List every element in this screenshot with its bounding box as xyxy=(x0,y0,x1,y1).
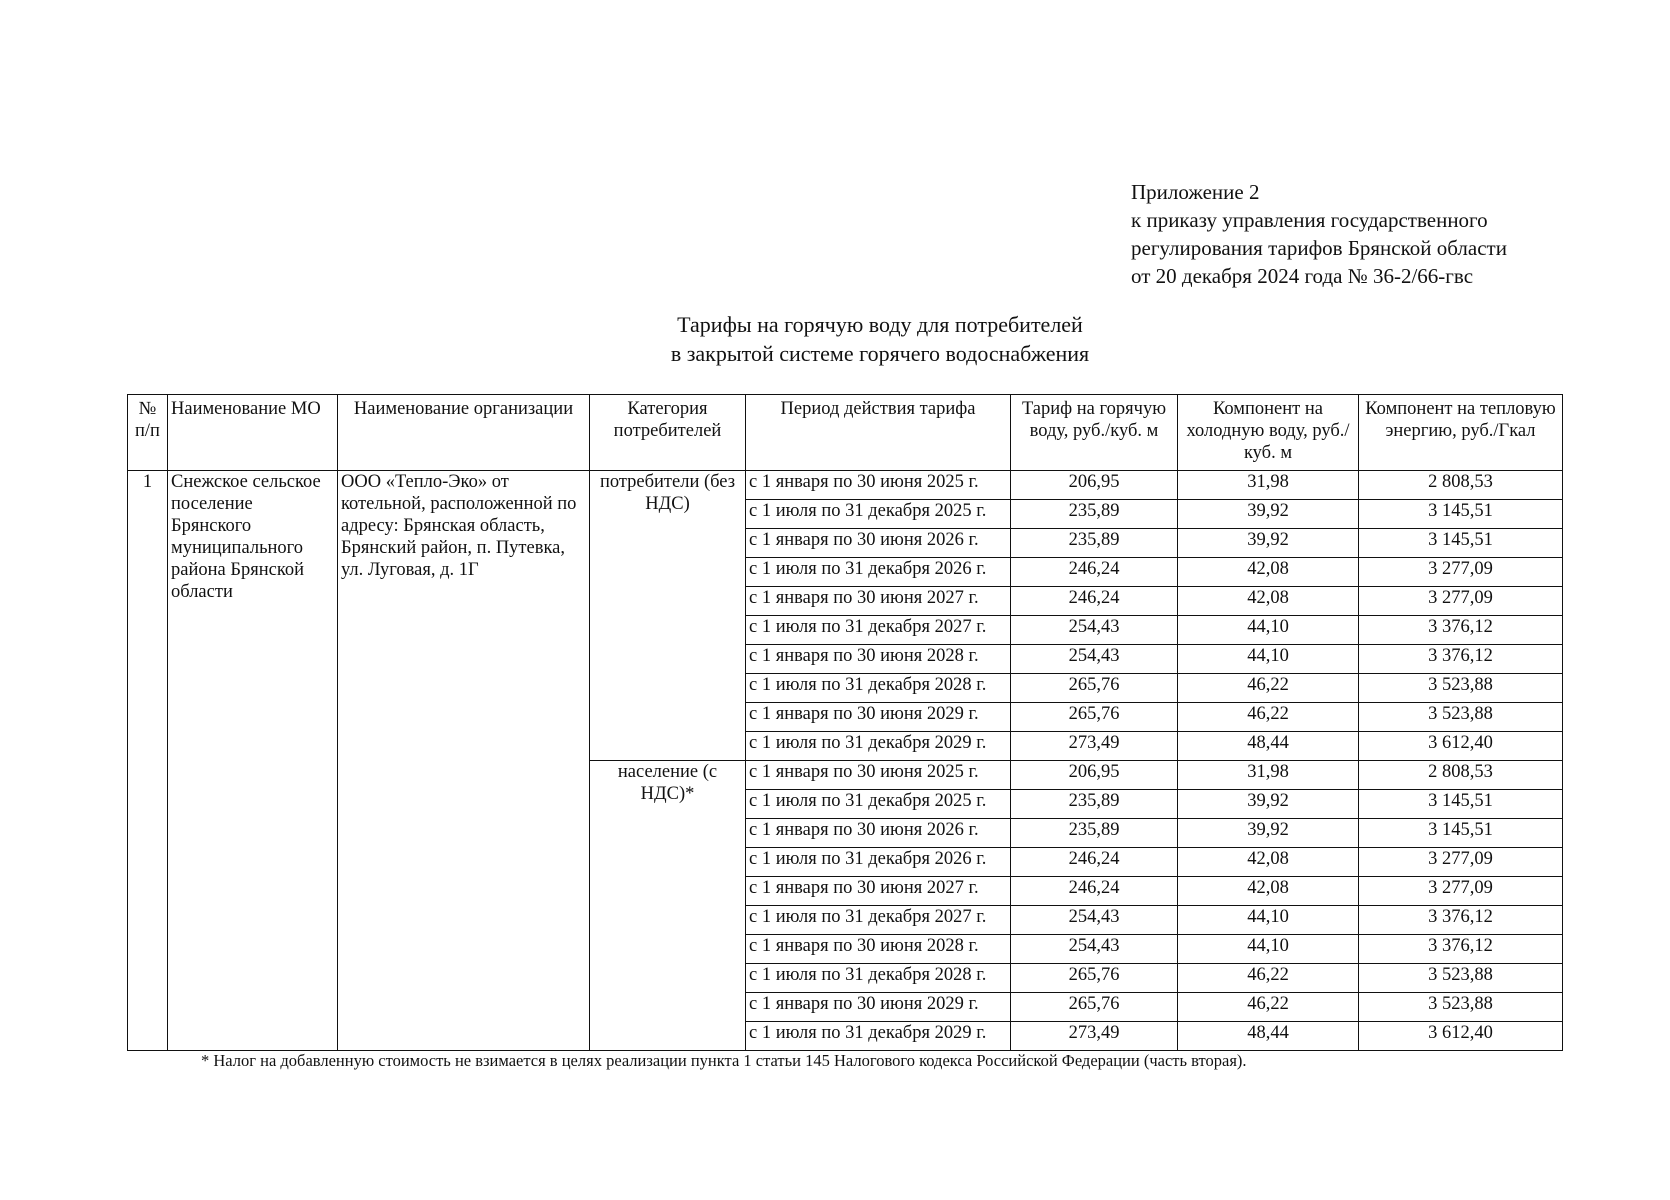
cell-period: с 1 июля по 31 декабря 2026 г. xyxy=(746,848,1011,877)
cell-period: с 1 июля по 31 декабря 2027 г. xyxy=(746,616,1011,645)
cell-tariff: 235,89 xyxy=(1011,529,1178,558)
cell-period: с 1 июля по 31 декабря 2029 г. xyxy=(746,1022,1011,1051)
cell-cold-water: 31,98 xyxy=(1178,761,1359,790)
header-mo: Наименование МО xyxy=(168,395,338,471)
header-number: № п/п xyxy=(128,395,168,471)
cell-cold-water: 44,10 xyxy=(1178,616,1359,645)
cell-tariff: 254,43 xyxy=(1011,616,1178,645)
cell-tariff: 265,76 xyxy=(1011,993,1178,1022)
cell-period: с 1 января по 30 июня 2029 г. xyxy=(746,703,1011,732)
cell-period: с 1 января по 30 июня 2028 г. xyxy=(746,645,1011,674)
cell-cold-water: 46,22 xyxy=(1178,993,1359,1022)
cell-cold-water: 48,44 xyxy=(1178,1022,1359,1051)
tariff-table xyxy=(127,394,1563,1051)
footnote: * Налог на добавленную стоимость не взимается в целях реализации пункта 1 статьи 145 Налогового кодекса Российской Федерации (часть вторая). xyxy=(201,1051,1247,1070)
cell-cold-water: 46,22 xyxy=(1178,703,1359,732)
cell-cold-water: 31,98 xyxy=(1178,471,1359,500)
cell-cold-water: 42,08 xyxy=(1178,877,1359,906)
cell-heat-energy: 3 523,88 xyxy=(1359,964,1563,993)
header-organization: Наименование организации xyxy=(338,395,590,471)
cell-heat-energy: 3 145,51 xyxy=(1359,819,1563,848)
cell-period: с 1 января по 30 июня 2026 г. xyxy=(746,819,1011,848)
header-row xyxy=(128,395,1563,471)
title-line: Тарифы на горячую воду для потребителей xyxy=(677,312,1083,337)
cell-period: с 1 января по 30 июня 2027 г. xyxy=(746,587,1011,616)
appendix-line: Приложение 2 xyxy=(1131,180,1260,204)
cell-category: потребители (без НДС) xyxy=(590,471,746,761)
cell-heat-energy: 3 523,88 xyxy=(1359,993,1563,1022)
cell-period: с 1 января по 30 июня 2025 г. xyxy=(746,761,1011,790)
cell-heat-energy: 3 376,12 xyxy=(1359,935,1563,964)
cell-heat-energy: 3 523,88 xyxy=(1359,703,1563,732)
cell-cold-water: 39,92 xyxy=(1178,500,1359,529)
appendix-header xyxy=(1131,178,1507,290)
cell-tariff: 254,43 xyxy=(1011,645,1178,674)
cell-number: 1 xyxy=(128,471,168,1051)
cell-heat-energy: 3 523,88 xyxy=(1359,674,1563,703)
cell-heat-energy: 3 277,09 xyxy=(1359,877,1563,906)
cell-category: население (с НДС)* xyxy=(590,761,746,1051)
cell-cold-water: 42,08 xyxy=(1178,848,1359,877)
cell-tariff: 206,95 xyxy=(1011,471,1178,500)
cell-cold-water: 39,92 xyxy=(1178,819,1359,848)
cell-tariff: 265,76 xyxy=(1011,674,1178,703)
cell-heat-energy: 3 145,51 xyxy=(1359,790,1563,819)
cell-tariff: 254,43 xyxy=(1011,935,1178,964)
cell-heat-energy: 3 376,12 xyxy=(1359,645,1563,674)
appendix-line: регулирования тарифов Брянской области xyxy=(1131,236,1507,260)
cell-cold-water: 46,22 xyxy=(1178,964,1359,993)
table-row xyxy=(128,471,1563,500)
document-title xyxy=(0,310,1670,368)
cell-period: с 1 июля по 31 декабря 2029 г. xyxy=(746,732,1011,761)
cell-tariff: 206,95 xyxy=(1011,761,1178,790)
cell-tariff: 246,24 xyxy=(1011,877,1178,906)
cell-heat-energy: 2 808,53 xyxy=(1359,761,1563,790)
cell-tariff: 273,49 xyxy=(1011,732,1178,761)
header-cold-water: Компонент на холодную воду, руб./куб. м xyxy=(1178,395,1359,471)
header-tariff: Тариф на горячую воду, руб./куб. м xyxy=(1011,395,1178,471)
cell-period: с 1 января по 30 июня 2026 г. xyxy=(746,529,1011,558)
cell-period: с 1 июля по 31 декабря 2028 г. xyxy=(746,674,1011,703)
cell-tariff: 246,24 xyxy=(1011,558,1178,587)
cell-organization: ООО «Тепло-Эко» от котельной, расположенной по адресу: Брянская область, Брянский район, п. Путевка, ул. Луговая, д. 1Г xyxy=(338,471,590,1051)
cell-tariff: 265,76 xyxy=(1011,703,1178,732)
table-body xyxy=(128,471,1563,1051)
cell-tariff: 246,24 xyxy=(1011,848,1178,877)
cell-period: с 1 июля по 31 декабря 2026 г. xyxy=(746,558,1011,587)
cell-cold-water: 46,22 xyxy=(1178,674,1359,703)
cell-period: с 1 января по 30 июня 2029 г. xyxy=(746,993,1011,1022)
cell-heat-energy: 3 376,12 xyxy=(1359,906,1563,935)
cell-period: с 1 июля по 31 декабря 2025 г. xyxy=(746,790,1011,819)
header-heat-energy: Компонент на тепловую энергию, руб./Гкал xyxy=(1359,395,1563,471)
cell-heat-energy: 3 277,09 xyxy=(1359,558,1563,587)
cell-tariff: 273,49 xyxy=(1011,1022,1178,1051)
cell-tariff: 235,89 xyxy=(1011,500,1178,529)
appendix-line: к приказу управления государственного xyxy=(1131,208,1488,232)
cell-tariff: 235,89 xyxy=(1011,790,1178,819)
header-category: Категория потребителей xyxy=(590,395,746,471)
appendix-line: от 20 декабря 2024 года № 36-2/66-гвс xyxy=(1131,264,1474,288)
cell-municipality: Снежское сельское поселение Брянского муниципального района Брянской области xyxy=(168,471,338,1051)
cell-period: с 1 января по 30 июня 2027 г. xyxy=(746,877,1011,906)
cell-cold-water: 44,10 xyxy=(1178,645,1359,674)
cell-heat-energy: 3 612,40 xyxy=(1359,1022,1563,1051)
header-period: Период действия тарифа xyxy=(746,395,1011,471)
cell-tariff: 246,24 xyxy=(1011,587,1178,616)
cell-heat-energy: 3 277,09 xyxy=(1359,587,1563,616)
cell-tariff: 235,89 xyxy=(1011,819,1178,848)
cell-period: с 1 июля по 31 декабря 2027 г. xyxy=(746,906,1011,935)
cell-cold-water: 44,10 xyxy=(1178,906,1359,935)
cell-period: с 1 января по 30 июня 2025 г. xyxy=(746,471,1011,500)
cell-cold-water: 39,92 xyxy=(1178,529,1359,558)
cell-period: с 1 июля по 31 декабря 2025 г. xyxy=(746,500,1011,529)
cell-cold-water: 44,10 xyxy=(1178,935,1359,964)
title-line: в закрытой системе горячего водоснабжения xyxy=(670,341,1090,366)
cell-heat-energy: 2 808,53 xyxy=(1359,471,1563,500)
cell-heat-energy: 3 277,09 xyxy=(1359,848,1563,877)
cell-cold-water: 42,08 xyxy=(1178,558,1359,587)
cell-heat-energy: 3 376,12 xyxy=(1359,616,1563,645)
cell-heat-energy: 3 145,51 xyxy=(1359,529,1563,558)
cell-heat-energy: 3 145,51 xyxy=(1359,500,1563,529)
cell-tariff: 254,43 xyxy=(1011,906,1178,935)
cell-cold-water: 48,44 xyxy=(1178,732,1359,761)
cell-heat-energy: 3 612,40 xyxy=(1359,732,1563,761)
cell-period: с 1 июля по 31 декабря 2028 г. xyxy=(746,964,1011,993)
cell-tariff: 265,76 xyxy=(1011,964,1178,993)
cell-cold-water: 42,08 xyxy=(1178,587,1359,616)
cell-cold-water: 39,92 xyxy=(1178,790,1359,819)
cell-period: с 1 января по 30 июня 2028 г. xyxy=(746,935,1011,964)
